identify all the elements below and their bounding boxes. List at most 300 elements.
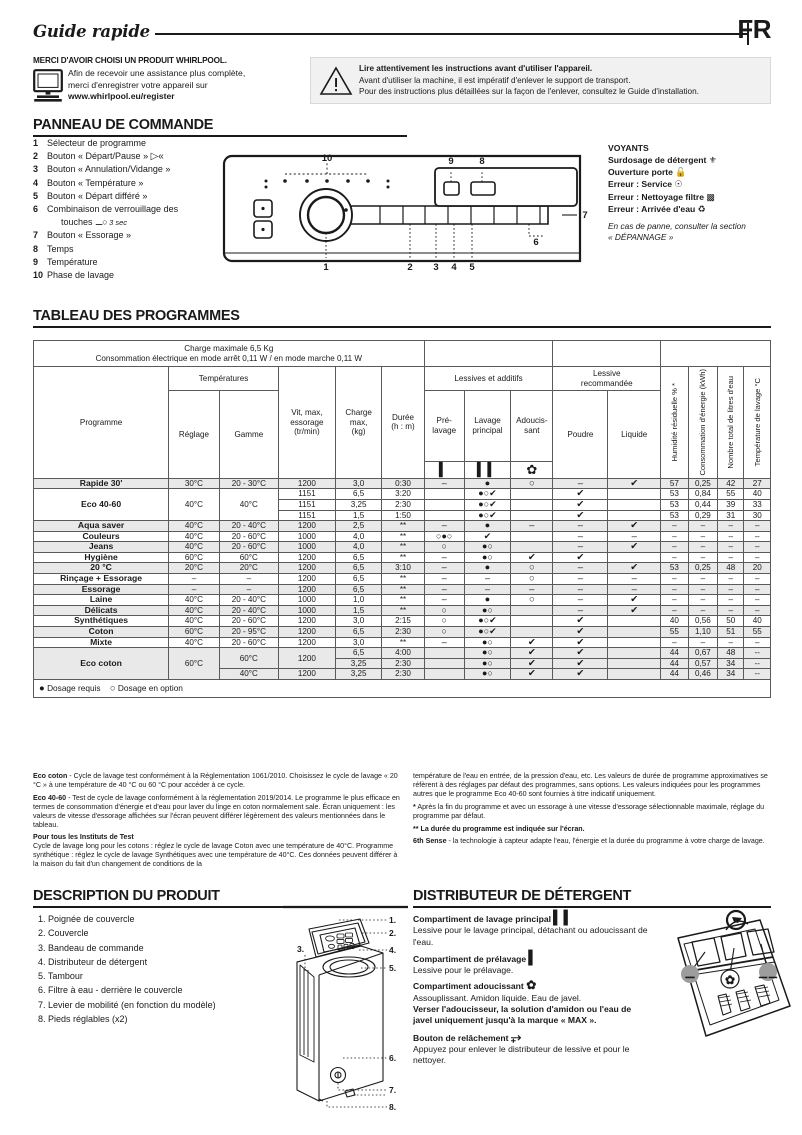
program-load: 6,5 (335, 574, 381, 585)
program-energy: 0,25 (688, 478, 718, 489)
program-range: 20 - 60°C (219, 616, 278, 627)
program-mainwash: ● (464, 521, 510, 532)
indicators-heading: VOYANTS (608, 143, 649, 153)
indicator-label: Erreur : Nettoyage filtre (608, 191, 704, 202)
svg-text:3: 3 (433, 262, 439, 273)
program-setting: 60°C (169, 552, 220, 563)
item-number: 7 (33, 230, 39, 241)
program-wash-temp: -- (744, 648, 771, 659)
program-mainwash: ●○ (464, 669, 510, 680)
program-softener (511, 531, 553, 542)
col-duration: Durée (h : m) (382, 367, 424, 479)
program-load: 6,5 (335, 584, 381, 595)
sidebar-item-label: Bouton « Température » (47, 177, 144, 188)
program-powder: – (553, 595, 608, 606)
program-softener: ○ (511, 574, 553, 585)
page-title: Guide rapide (33, 22, 150, 41)
program-softener: ○ (511, 478, 553, 489)
program-duration: ** (382, 637, 424, 648)
program-energy: – (688, 574, 718, 585)
program-wash-temp: – (744, 595, 771, 606)
dispenser-text-block (413, 912, 648, 1071)
program-wash-temp: – (744, 605, 771, 616)
program-range: 20 - 40°C (219, 605, 278, 616)
program-setting: 30°C (169, 478, 220, 489)
header-rule (155, 33, 749, 35)
program-water: 39 (718, 499, 744, 510)
program-setting: – (169, 574, 220, 585)
col-energy-consumption: Consommation d'énergie (kWh) (688, 367, 718, 479)
program-range: 20 - 60°C (219, 637, 278, 648)
program-mainwash: ●○✔ (464, 616, 510, 627)
program-water: – (718, 574, 744, 585)
list-item (33, 269, 243, 282)
table-legend (33, 680, 771, 698)
spacer-metrics (661, 341, 771, 367)
program-humidity: – (661, 584, 688, 595)
program-energy: – (688, 521, 718, 532)
program-humidity: 40 (661, 616, 688, 627)
program-duration: ** (382, 605, 424, 616)
program-load: 6,5 (335, 552, 381, 563)
program-prewash: ○●○ (424, 531, 464, 542)
program-powder: – (553, 584, 608, 595)
list-item: 3. Bandeau de commande (38, 942, 144, 953)
program-wash-temp: 30 (744, 510, 771, 521)
program-water: – (718, 521, 744, 532)
program-liquid (608, 499, 661, 510)
program-name: Eco coton (34, 648, 169, 680)
program-liquid: ✔ (608, 605, 661, 616)
compartment-body: Appuyez pour enlever le distributeur de lessive et pour le nettoyer. (413, 1043, 630, 1066)
program-load: 3,25 (335, 658, 381, 669)
sidebar-item-label: Température (47, 256, 98, 267)
program-softener (511, 489, 553, 500)
program-name: Rapide 30' (34, 478, 169, 489)
dispenser-compartment-main (413, 912, 648, 948)
key-lock-sub (33, 216, 243, 229)
program-name: Jeans (34, 542, 169, 553)
program-energy: – (688, 637, 718, 648)
indicator-row (608, 203, 798, 215)
program-name: Hygiène (34, 552, 169, 563)
page-header (33, 14, 771, 52)
program-range: 20 - 95°C (219, 627, 278, 638)
program-mainwash: ●○✔ (464, 489, 510, 500)
program-load: 6,5 (335, 563, 381, 574)
filter-clean-icon: ▩ (706, 191, 715, 202)
program-prewash: ○ (424, 616, 464, 627)
program-powder: ✔ (553, 489, 608, 500)
svg-text:5: 5 (469, 262, 475, 273)
program-prewash (424, 499, 464, 510)
table-row (34, 478, 771, 489)
table-row (34, 637, 771, 648)
program-spin: 1200 (278, 552, 335, 563)
indicator-label: Erreur : Service (608, 179, 673, 190)
program-duration: 4:00 (382, 648, 424, 659)
program-prewash: – (424, 552, 464, 563)
program-water: – (718, 552, 744, 563)
item-number: 2 (33, 151, 39, 162)
program-liquid: ✔ (608, 563, 661, 574)
program-softener: ✔ (511, 658, 553, 669)
programs-table (33, 340, 771, 680)
program-softener: ○ (511, 563, 553, 574)
program-setting: 20°C (169, 563, 220, 574)
program-wash-temp: 40 (744, 616, 771, 627)
softener-symbol-icon: ✿ (526, 978, 537, 993)
callout-6: 6. (389, 1053, 397, 1063)
dispenser-diagram (648, 908, 798, 1048)
program-softener (511, 605, 553, 616)
program-softener: ✔ (511, 637, 553, 648)
program-humidity: 53 (661, 499, 688, 510)
program-spin: 1000 (278, 595, 335, 606)
program-prewash: – (424, 584, 464, 595)
program-duration: ** (382, 531, 424, 542)
program-liquid (608, 637, 661, 648)
list-item (33, 177, 243, 190)
svg-text:7: 7 (582, 210, 588, 221)
indicator-label: Ouverture porte (608, 166, 673, 177)
release-arrow-icon: ⥅ (510, 1028, 522, 1044)
footnote: température de l'eau en entrée, de la pression d'eau, etc. Les valeurs de durée de programme approximatives se réfèrent à des réglages par défaut des programmes, sans options. Les valeurs indiquées pour les programmes autres que le programme Eco 40-60 sont fournies à titre indicatif uniquement. (413, 772, 768, 798)
callout-4: 4. (389, 945, 397, 955)
program-liquid: ✔ (608, 542, 661, 553)
program-spin: 1200 (278, 669, 335, 680)
badge-mainwash-icon: ⚊⚊ (758, 969, 778, 981)
program-range: 20 - 40°C (219, 595, 278, 606)
programs-heading: TABLEAU DES PROGRAMMES (33, 308, 771, 328)
list-item: 2. Couvercle (38, 928, 89, 939)
svg-text:1: 1 (323, 262, 329, 273)
footnotes-left (33, 772, 403, 873)
sidebar-item-label: Phase de lavage (47, 270, 115, 281)
list-item: 1. Poignée de couvercle (38, 914, 135, 924)
program-water: – (718, 605, 744, 616)
item-number: 3 (33, 164, 39, 175)
water-inlet-icon: ♻ (697, 204, 706, 215)
program-load: 3,0 (335, 478, 381, 489)
program-mainwash: ●○ (464, 542, 510, 553)
compartment-title: Compartiment de prélavage ▍ (413, 949, 540, 965)
program-liquid: – (608, 574, 661, 585)
col-residual-humidity: Humidité résiduelle % * (661, 367, 688, 479)
program-liquid (608, 489, 661, 500)
program-wash-temp: 20 (744, 563, 771, 574)
program-range: 20 - 60°C (219, 531, 278, 542)
program-softener: ✔ (511, 552, 553, 563)
program-powder: – (553, 531, 608, 542)
program-powder: ✔ (553, 552, 608, 563)
program-range: 40°C (219, 489, 278, 521)
program-setting: 40°C (169, 616, 220, 627)
col-liquid: Liquide (608, 391, 661, 478)
program-wash-temp: – (744, 552, 771, 563)
program-energy: 0,46 (688, 669, 718, 680)
program-spin: 1200 (278, 521, 335, 532)
table-row (34, 489, 771, 500)
program-softener (511, 616, 553, 627)
sidebar-item-label: Temps (47, 243, 74, 254)
table-row (34, 648, 771, 659)
program-softener: ✔ (511, 669, 553, 680)
program-wash-temp: – (744, 521, 771, 532)
program-mainwash: ●○ (464, 605, 510, 616)
svg-text:4: 4 (451, 262, 457, 273)
program-name: Délicats (34, 605, 169, 616)
item-number: 4 (33, 177, 39, 188)
table-row (34, 563, 771, 574)
program-mainwash: ● (464, 595, 510, 606)
table-row (34, 521, 771, 532)
table-row (34, 595, 771, 606)
program-wash-temp: – (744, 574, 771, 585)
program-liquid: – (608, 584, 661, 595)
callout-2: 2. (389, 928, 397, 938)
program-wash-temp: -- (744, 669, 771, 680)
programs-table-body (34, 478, 771, 679)
program-energy: 0,44 (688, 499, 718, 510)
program-humidity: – (661, 552, 688, 563)
program-prewash (424, 669, 464, 680)
program-prewash: – (424, 478, 464, 489)
program-wash-temp: 40 (744, 489, 771, 500)
sidebar-item-label: Bouton « Annulation/Vidange » (47, 164, 171, 175)
program-spin: 1151 (278, 499, 335, 510)
table-banner-row (34, 341, 771, 367)
program-spin: 1200 (278, 637, 335, 648)
program-mainwash: ●○✔ (464, 510, 510, 521)
table-row (34, 574, 771, 585)
program-energy: 0,25 (688, 563, 718, 574)
program-mainwash: ●○✔ (464, 499, 510, 510)
compartment-title: Compartiment adoucissant ✿ (413, 978, 537, 993)
program-liquid (608, 658, 661, 669)
program-mainwash: ●○ (464, 658, 510, 669)
key-lock-duration: 3 sec (109, 218, 128, 228)
sidebar-item-label: Sélecteur de programme (47, 138, 147, 148)
program-energy: – (688, 542, 718, 553)
program-duration: 2:30 (382, 669, 424, 680)
program-liquid (608, 627, 661, 638)
program-prewash (424, 658, 464, 669)
program-load: 6,5 (335, 648, 381, 659)
program-duration: 2:30 (382, 499, 424, 510)
program-setting: 40°C (169, 489, 220, 521)
footnote: * Après la fin du programme et avec un essorage à une vitesse d'essorage sélectionnable maximale, réglage du programme par défaut. (413, 802, 765, 820)
program-spin: 1151 (278, 489, 335, 500)
program-liquid (608, 648, 661, 659)
program-duration: 0:30 (382, 478, 424, 489)
indicator-label: Surdosage de détergent (608, 154, 707, 165)
program-mainwash: ● (464, 563, 510, 574)
service-wrench-icon: ☉ (674, 179, 683, 190)
program-wash-temp: 27 (744, 478, 771, 489)
program-softener (511, 499, 553, 510)
program-range: – (219, 574, 278, 585)
program-humidity: 53 (661, 510, 688, 521)
program-humidity: – (661, 521, 688, 532)
program-duration: 2:15 (382, 616, 424, 627)
table-row (34, 627, 771, 638)
spacer-recommended (553, 341, 661, 367)
empty-dot-icon: ○ (109, 683, 116, 694)
program-load: 3,25 (335, 669, 381, 680)
callout-1: 1. (389, 915, 397, 925)
footnote: Pour tous les Instituts de Test (33, 833, 134, 842)
program-duration: ** (382, 542, 424, 553)
compartment-body: Lessive pour le prélavage. (413, 965, 514, 976)
col-range: Gamme (219, 391, 278, 478)
program-wash-temp: – (744, 637, 771, 648)
filled-dot-icon: ● (39, 683, 45, 694)
warning-box (310, 57, 771, 104)
program-energy: 0,56 (688, 616, 718, 627)
sidebar-item-label: Bouton « Départ/Pause » ▷« (47, 151, 164, 163)
col-spin-speed: Vit, max, essorage (tr/min) (278, 367, 335, 479)
program-mainwash: – (464, 584, 510, 595)
list-item (33, 256, 243, 269)
sidebar-item-label: Bouton « Essorage » (47, 230, 132, 241)
program-range: 20 - 40°C (219, 521, 278, 532)
program-spin: 1200 (278, 563, 335, 574)
program-water: 34 (718, 658, 744, 669)
program-setting: 60°C (169, 627, 220, 638)
program-duration: 2:30 (382, 627, 424, 638)
register-url[interactable]: www.whirlpool.eu/register (68, 91, 175, 102)
indicators-note-line-1: En cas de panne, consulter la section (608, 220, 746, 231)
program-energy: – (688, 531, 718, 542)
program-prewash: – (424, 595, 464, 606)
program-duration: 1:50 (382, 510, 424, 521)
prewash-symbol-icon: ▍ (424, 461, 464, 478)
compartment-warning: Verser l'adoucisseur, la solution d'amidon ou l'eau de javel uniquement jusqu'à la marque « MAX ». (413, 1004, 632, 1026)
program-wash-temp: – (744, 584, 771, 595)
program-energy: 0,29 (688, 510, 718, 521)
program-setting: – (169, 584, 220, 595)
footnote: ** La durée du programme est indiquée sur l'écran. (413, 824, 585, 833)
program-setting: 40°C (169, 605, 220, 616)
list-item (33, 150, 243, 163)
program-water: 42 (718, 478, 744, 489)
program-wash-temp: – (744, 531, 771, 542)
spacer-detergents (424, 341, 553, 367)
program-load: 4,0 (335, 531, 381, 542)
callout-8: 8. (389, 1102, 397, 1112)
program-wash-temp: 55 (744, 627, 771, 638)
program-liquid (608, 510, 661, 521)
list-item: 7. Levier de mobilité (en fonction du modèle) (38, 999, 216, 1010)
program-liquid: – (608, 531, 661, 542)
program-spin: 1200 (278, 574, 335, 585)
thank-you-line-2: merci d'enregistrer votre appareil sur (68, 79, 208, 90)
program-powder: ✔ (553, 637, 608, 648)
program-prewash (424, 648, 464, 659)
program-name: Mixte (34, 637, 169, 648)
program-water: – (718, 595, 744, 606)
overdose-detergent-icon: ⚜ (708, 154, 717, 165)
program-powder: – (553, 563, 608, 574)
program-energy: – (688, 552, 718, 563)
program-energy: 0,57 (688, 658, 718, 669)
program-spin: 1200 (278, 627, 335, 638)
col-mainwash: Lavage principal (464, 391, 510, 461)
program-water: 48 (718, 563, 744, 574)
svg-text:6: 6 (533, 237, 539, 248)
program-powder: ✔ (553, 648, 608, 659)
program-spin: 1200 (278, 478, 335, 489)
program-load: 3,25 (335, 499, 381, 510)
description-heading: DESCRIPTION DU PRODUIT (33, 888, 403, 908)
program-name: Coton (34, 627, 169, 638)
program-energy: 0,84 (688, 489, 718, 500)
program-water: – (718, 531, 744, 542)
program-powder: – (553, 478, 608, 489)
program-prewash: ○ (424, 605, 464, 616)
program-duration: 2:30 (382, 658, 424, 669)
softener-symbol-icon: ✿ (511, 461, 553, 478)
program-powder: ✔ (553, 658, 608, 669)
col-setting: Réglage (169, 391, 220, 478)
footnote: Cycle de lavage long pour les cotons : réglez le cycle de lavage Coton avec une température de 40°C. Programme synthétique : réglez le cycle de lavage Synthétiques avec une température de 40°C. Ces données peuvent différer à la maison du fait d'un changement de conditions de la (33, 842, 398, 869)
list-item (33, 137, 243, 150)
warning-line-3: Pour des instructions plus détaillées sur la façon de l'enlever, consultez le Guide d'installation. (359, 87, 699, 97)
program-duration: ** (382, 595, 424, 606)
program-humidity: – (661, 637, 688, 648)
footnote: 6th Sense - la technologie à capteur adapte l'eau, l'énergie et la durée du programme à votre charge de lavage. (413, 837, 765, 846)
program-spin: 1000 (278, 542, 335, 553)
program-humidity: – (661, 574, 688, 585)
program-mainwash: ●○ (464, 637, 510, 648)
col-softener: Adoucis- sant (511, 391, 553, 461)
program-water: 48 (718, 648, 744, 659)
list-item (33, 163, 243, 176)
program-mainwash: – (464, 574, 510, 585)
program-mainwash: ●○✔ (464, 627, 510, 638)
col-powder: Poudre (553, 391, 608, 478)
footnotes-right (413, 772, 771, 850)
item-number: 8 (33, 243, 39, 254)
program-spin: 1200 (278, 584, 335, 595)
callout-3: 3. (297, 944, 305, 954)
program-water: 34 (718, 669, 744, 680)
program-prewash: – (424, 521, 464, 532)
program-load: 6,5 (335, 489, 381, 500)
svg-text:8: 8 (479, 156, 485, 167)
svg-text:9: 9 (448, 156, 454, 167)
program-prewash: – (424, 574, 464, 585)
col-water-litres: Nombre total de litres d'eau (718, 367, 744, 479)
door-open-lock-icon: 🔓 (675, 166, 687, 177)
program-water: 55 (718, 489, 744, 500)
list-item: 8. Pieds réglables (x2) (38, 1014, 128, 1025)
footnote: Eco 40-60 - Test de cycle de lavage conformément à la réglementation 2019/2014. Le programme le plus efficace en termes de consommation d'énergie et d'eau pour laver du linge en coton normalement sale. Écran uniquement : les valeurs de vitesse d'essorage affichées sur l'écran peuvent différer légèrement des valeurs mentionnées dans le tableau. (33, 793, 400, 829)
program-duration: ** (382, 552, 424, 563)
program-humidity: – (661, 595, 688, 606)
sidebar-item-label: Bouton « Départ différé » (47, 190, 148, 201)
program-spin: 1200 (278, 648, 335, 669)
monitor-icon (33, 69, 63, 103)
program-name: 20 °C (34, 563, 169, 574)
program-powder: ✔ (553, 669, 608, 680)
program-softener: – (511, 521, 553, 532)
item-number: 6 (33, 204, 39, 215)
program-energy: – (688, 595, 718, 606)
program-prewash (424, 489, 464, 500)
washing-machine-diagram (283, 905, 408, 1130)
